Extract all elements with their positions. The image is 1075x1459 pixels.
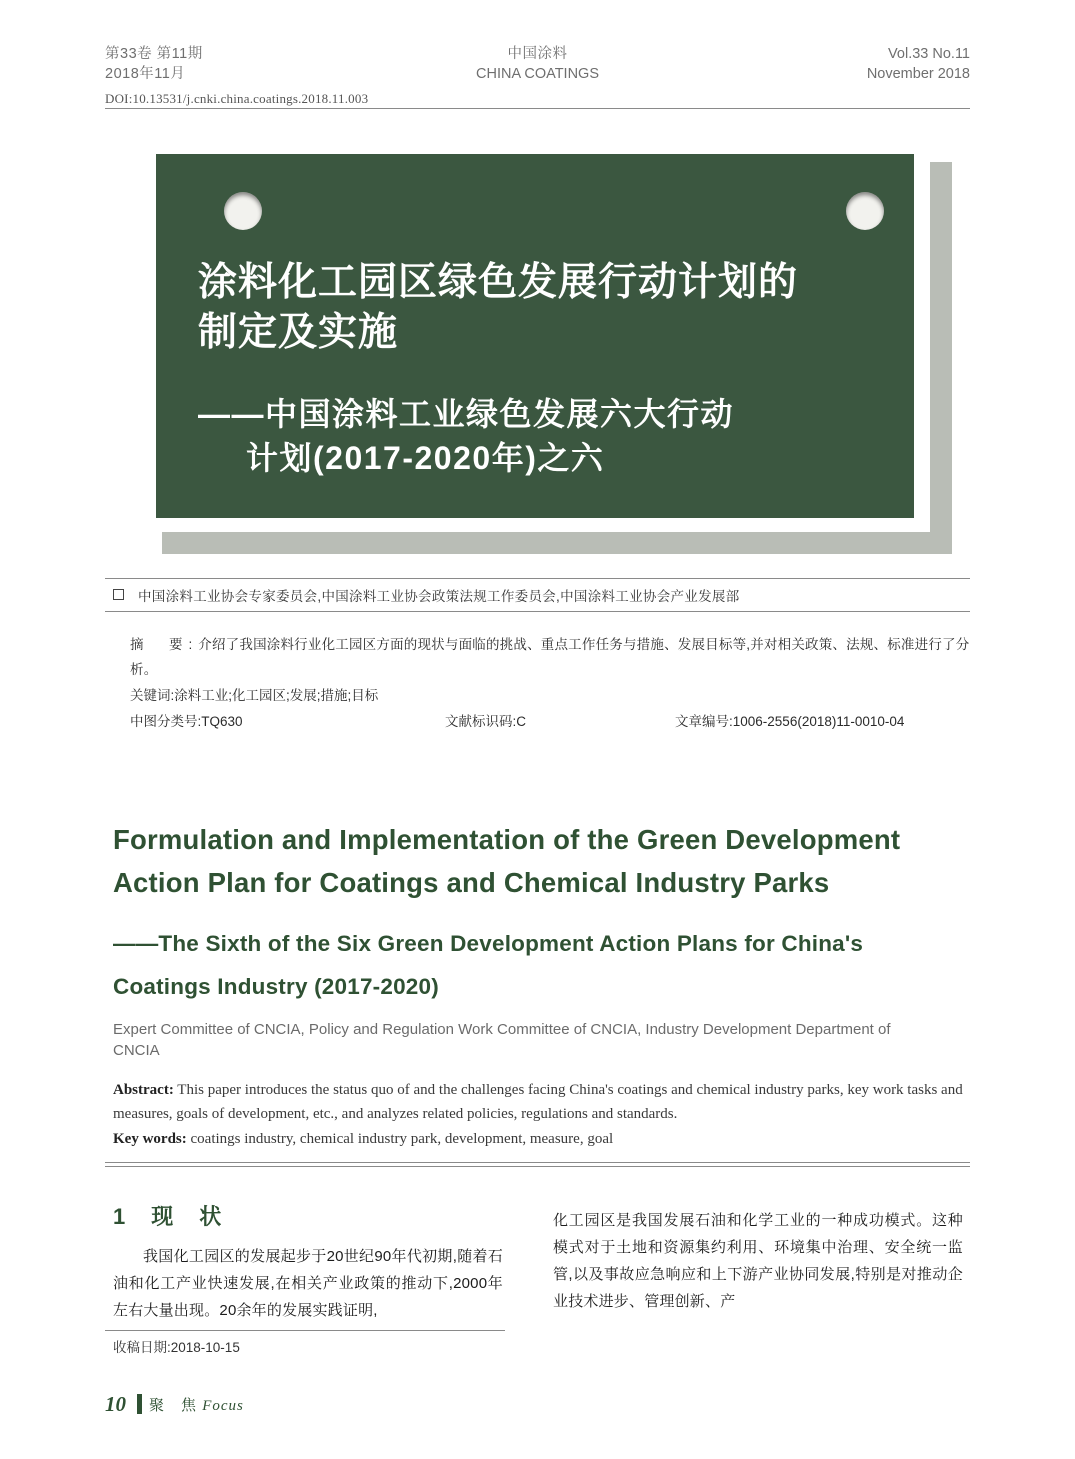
header-center <box>105 44 970 84</box>
clc-value: TQ630 <box>201 714 243 729</box>
english-abstract-label: Abstract: <box>113 1082 174 1098</box>
clc-label: 中图分类号: <box>130 714 202 729</box>
footer-section-cn: 聚 焦 <box>149 1397 198 1414</box>
page-footer <box>105 1392 970 1422</box>
chinese-subtitle-line2: 计划(2017-2020年)之六 <box>246 440 605 476</box>
footer-bar-icon <box>137 1394 142 1414</box>
chinese-abstract-text: 介绍了我国涂料行业化工园区方面的现状与面临的挑战、重点工作任务与措施、发展目标等,并对相关政策、法规、标准进行了分析。 <box>130 637 970 677</box>
body-paragraph-left: 我国化工园区的发展起步于20世纪90年代初期,随着石油和化工产业快速发展,在相关产业政策的推动下,2000年左右大量出现。20余年的发展实践证明, <box>113 1248 503 1319</box>
english-subtitle-line1: ——The Sixth of the Six Green Development Action Plans for China's <box>113 931 864 956</box>
chinese-abstract <box>130 632 970 682</box>
english-abstract <box>113 1078 970 1126</box>
header-date-en: November 2018 <box>866 66 970 82</box>
header-journal-en: CHINA COATINGS <box>476 66 599 82</box>
doc-code-label: 文献标识码: <box>445 714 517 729</box>
page-header <box>105 44 970 90</box>
english-title <box>113 818 973 904</box>
chinese-subtitle-line1: ——中国涂料工业绿色发展六大行动 <box>198 396 735 432</box>
chinese-authors <box>113 585 973 605</box>
chinese-title <box>198 258 888 358</box>
header-volume-cn: 第33卷 第11期 <box>105 46 203 62</box>
english-title-line2: Action Plan for Coatings and Chemical Industry Parks <box>113 867 830 898</box>
hole-icon <box>846 192 884 230</box>
english-subtitle <box>113 922 973 1008</box>
footer-section <box>149 1394 244 1415</box>
body-column-left <box>113 1243 503 1324</box>
title-plaque <box>140 140 940 550</box>
plaque-green-board <box>156 154 914 518</box>
english-authors: Expert Committee of CNCIA, Policy and Regulation Work Committee of CNCIA, Industry Development Department of CNCIA <box>113 1021 891 1059</box>
clc-code <box>130 710 243 730</box>
english-keywords-text: coatings industry, chemical industry park, development, measure, goal <box>186 1131 614 1147</box>
body-paragraph-right: 化工园区是我国发展石油和化学工业的一种成功模式。这种模式对于土地和资源集约利用、环境集中治理、安全统一监管,以及事故应急响应和上下游产业协同发展,特别是对推动企业技术进步、管理创新、产 <box>553 1212 963 1310</box>
authors-divider-top <box>105 578 970 579</box>
article-id <box>675 710 904 730</box>
chinese-subtitle <box>198 392 898 480</box>
article-id-label: 文章编号: <box>675 714 733 729</box>
header-journal-cn: 中国涂料 <box>507 46 568 62</box>
chinese-authors-text: 中国涂料工业协会专家委员会,中国涂料工业协会政策法规工作委员会,中国涂料工业协会产业发展部 <box>138 589 740 604</box>
footer-section-en: Focus <box>202 1398 244 1414</box>
chinese-title-line2: 制定及实施 <box>198 311 399 354</box>
footnote-divider <box>105 1330 505 1331</box>
chinese-keywords <box>130 684 970 704</box>
section-heading: 1 现 状 <box>113 1204 224 1229</box>
chinese-keywords-label: 关键词: <box>130 688 175 703</box>
doi-text: DOI:10.13531/j.cnki.china.coatings.2018.11.003 <box>105 91 369 106</box>
body-divider-top <box>105 1162 970 1163</box>
english-subtitle-line2: Coatings Industry (2017-2020) <box>113 974 439 999</box>
square-bullet-icon <box>113 589 124 600</box>
received-value: 2018-10-15 <box>170 1340 240 1355</box>
page-number: 10 <box>105 1392 126 1416</box>
chinese-title-line1: 涂料化工园区绿色发展行动计划的 <box>198 261 799 304</box>
chinese-keywords-text: 涂料工业;化工园区;发展;措施;目标 <box>174 688 379 703</box>
article-id-value: 1006-2556(2018)11-0010-04 <box>732 714 905 729</box>
chinese-abstract-label: 摘 要: <box>130 637 199 652</box>
doc-code-value: C <box>516 714 527 729</box>
english-title-line1: Formulation and Implementation of the Green Development <box>113 824 901 855</box>
hole-icon <box>224 192 262 230</box>
doc-code <box>445 710 526 730</box>
english-abstract-text: This paper introduces the status quo of and the challenges facing China's coatings and chemical industry parks, key work tasks and measures, goals of development, etc., and analyzes related policies, regulations and standards. <box>113 1082 963 1122</box>
english-keywords-label: Key words: <box>113 1131 187 1147</box>
received-date <box>113 1336 240 1356</box>
header-right <box>867 44 970 84</box>
english-keywords <box>113 1127 970 1151</box>
body-divider-top-second <box>105 1166 970 1167</box>
plaque-white-border <box>140 140 930 532</box>
received-label: 收稿日期: <box>113 1340 171 1355</box>
authors-divider-bottom <box>105 611 970 612</box>
header-volume-en: Vol.33 No.11 <box>888 46 970 62</box>
body-column-right <box>553 1207 963 1315</box>
header-divider <box>105 108 970 109</box>
header-date-cn: 2018年11月 <box>105 66 186 82</box>
classification-row <box>130 710 970 730</box>
